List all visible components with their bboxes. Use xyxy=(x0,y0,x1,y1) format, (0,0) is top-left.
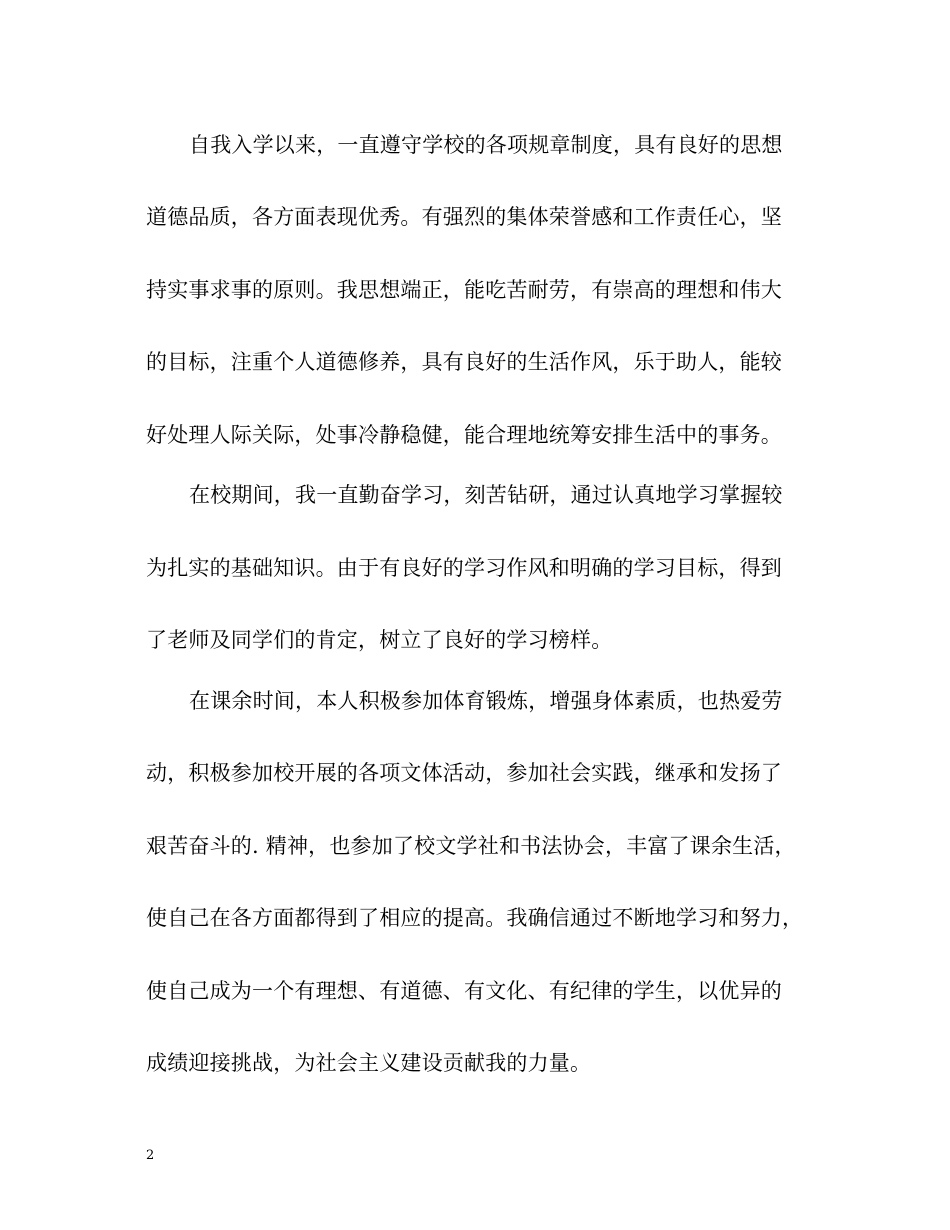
paragraph-3-line-1: 在课余时间，本人积极参加体育锻炼，增强身体素质，也热爱劳 xyxy=(189,689,783,713)
paragraph-2-line-2: 为扎实的基础知识。由于有良好的学习作风和明确的学习目标，得到 xyxy=(146,556,782,580)
paragraph-1-line-3: 持实事求事的原则。我思想端正，能吃苦耐劳，有崇高的理想和伟大 xyxy=(146,278,782,302)
paragraph-3-line-6: 成绩迎接挑战，为社会主义建设贡献我的力量。 xyxy=(146,1051,592,1075)
paragraph-1-line-5: 好处理人际关际，处事冷静稳健，能合理地统筹安排生活中的事务。 xyxy=(146,423,782,447)
paragraph-3-line-5: 使自己成为一个有理想、有道德、有文化、有纪律的学生，以优异的 xyxy=(146,979,782,1003)
paragraph-3-line-3: 艰苦奋斗的. 精神，也参加了校文学社和书法协会，丰富了课余生活， xyxy=(146,834,796,858)
paragraph-1-line-1: 自我入学以来，一直遵守学校的各项规章制度，具有良好的思想 xyxy=(189,133,783,157)
page-number: 2 xyxy=(146,1148,155,1163)
paragraph-1-line-2: 道德品质，各方面表现优秀。有强烈的集体荣誉感和工作责任心，坚 xyxy=(146,205,782,229)
paragraph-3-line-4: 使自己在各方面都得到了相应的提高。我确信通过不断地学习和努力， xyxy=(146,906,804,930)
paragraph-2-line-3: 了老师及同学们的肯定，树立了良好的学习榜样。 xyxy=(146,628,613,652)
paragraph-2-line-1: 在校期间，我一直勤奋学习，刻苦钻研，通过认真地学习掌握较 xyxy=(189,483,783,507)
paragraph-1-line-4: 的目标，注重个人道德修养，具有良好的生活作风，乐于助人，能较 xyxy=(146,350,782,374)
paragraph-3-line-2: 动，积极参加校开展的各项文体活动，参加社会实践，继承和发扬了 xyxy=(146,761,782,785)
